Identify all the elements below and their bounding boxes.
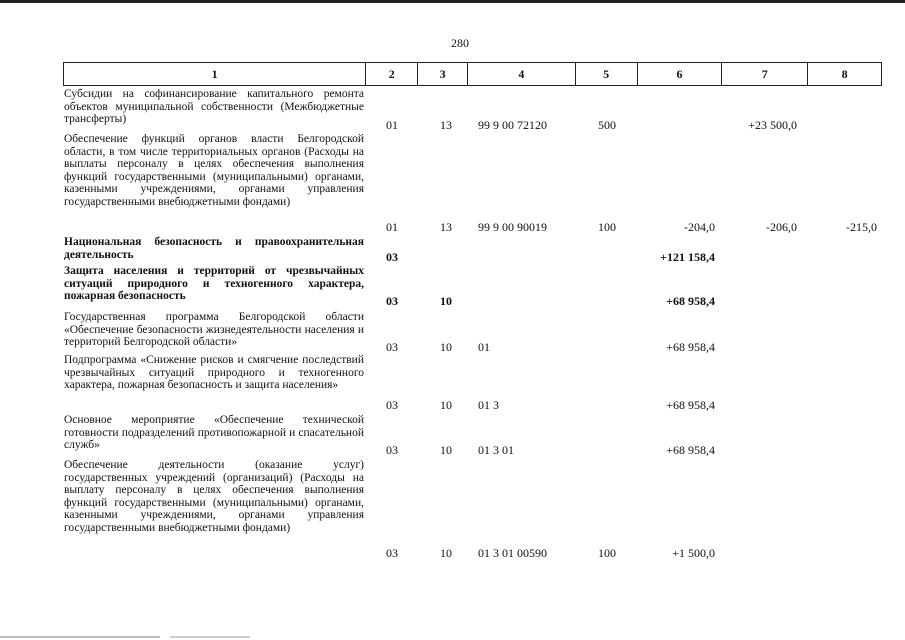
cell-c7: +23 500,0: [748, 118, 797, 132]
cell-c4: 99 9 00 72120: [478, 118, 547, 132]
row-description: Обеспечение функций органов власти Белгородской области, в том числе территориальных органов (Расходы на выплаты персоналу в целях обеспечения выполнения функций государственными (муниципальными) органами, казенными учреждениями, органами управления государственными внебюджетными фондами): [64, 133, 364, 208]
col-header-7: 7: [722, 63, 808, 85]
cell-c8: -215,0: [846, 220, 877, 234]
cell-c4: 01 3 01: [478, 443, 514, 457]
cell-c6: +68 958,4: [666, 340, 715, 354]
cell-c7: -206,0: [766, 220, 797, 234]
row-description: Национальная безопасность и правоохранительная деятельность: [64, 236, 364, 261]
cell-c3: 13: [440, 220, 452, 234]
scan-top-border: [0, 0, 905, 3]
row-description: Защита населения и территорий от чрезвычайных ситуаций природного и техногенного характера, пожарная безопасность: [64, 265, 364, 303]
cell-c3: 10: [440, 546, 452, 560]
cell-c4: 01 3: [478, 398, 499, 412]
cell-c6: -204,0: [684, 220, 715, 234]
cell-c2: 03: [386, 443, 398, 457]
cell-c3: 10: [440, 294, 452, 308]
cell-c2: 03: [386, 546, 398, 560]
col-header-4: 4: [468, 63, 576, 85]
cell-c2: 03: [386, 340, 398, 354]
scan-artifact: [170, 636, 250, 638]
col-header-2: 2: [366, 63, 418, 85]
cell-c3: 13: [440, 118, 452, 132]
col-header-8: 8: [841, 67, 848, 81]
col-header-6: 6: [638, 63, 723, 85]
row-description: Субсидии на софинансирование капитального ремонта объектов муниципальной собственности (Межбюджетные трансферты): [64, 88, 364, 126]
cell-c2: 03: [386, 294, 398, 308]
cell-c5: 500: [598, 118, 616, 132]
cell-c2: 03: [386, 398, 398, 412]
cell-c6: +1 500,0: [672, 546, 715, 560]
cell-c4: 99 9 00 90019: [478, 220, 547, 234]
page-number: 280: [451, 36, 469, 50]
scan-artifact: [0, 636, 160, 638]
col-header-1: 1: [64, 63, 366, 85]
row-description: Государственная программа Белгородской области «Обеспечение безопасности жизнедеятельности населения и территорий Белгородской области»: [64, 311, 364, 349]
cell-c5: 100: [598, 220, 616, 234]
cell-c3: 10: [440, 398, 452, 412]
cell-c6: +68 958,4: [666, 443, 715, 457]
cell-c5: 100: [598, 546, 616, 560]
row-description: Основное мероприятие «Обеспечение технической готовности подразделений противопожарной и спасательной служб»: [64, 414, 364, 452]
cell-c6: +68 958,4: [666, 398, 715, 412]
cell-c4: 01: [478, 340, 490, 354]
table-header: [63, 62, 882, 86]
cell-c2: 03: [386, 250, 398, 264]
col-header-3: 3: [418, 63, 468, 85]
cell-c3: 10: [440, 340, 452, 354]
row-description: Обеспечение деятельности (оказание услуг) государственных учреждений (организаций) (Расходы на выплату персоналу в целях обеспечения выполнения функций государственными (муниципальными) органами, казенными учреждениями, органами управления государственными внебюджетными фондами): [64, 459, 364, 534]
row-description: Подпрограмма «Снижение рисков и смягчение последствий чрезвычайных ситуаций природного и техногенного характера, пожарная безопасность и защита населения»: [64, 354, 364, 392]
cell-c3: 10: [440, 443, 452, 457]
col-header-5: 5: [576, 63, 638, 85]
cell-c2: 01: [386, 220, 398, 234]
cell-c4: 01 3 01 00590: [478, 546, 547, 560]
cell-c2: 01: [386, 118, 398, 132]
cell-c6: +121 158,4: [660, 250, 715, 264]
cell-c6: +68 958,4: [666, 294, 715, 308]
